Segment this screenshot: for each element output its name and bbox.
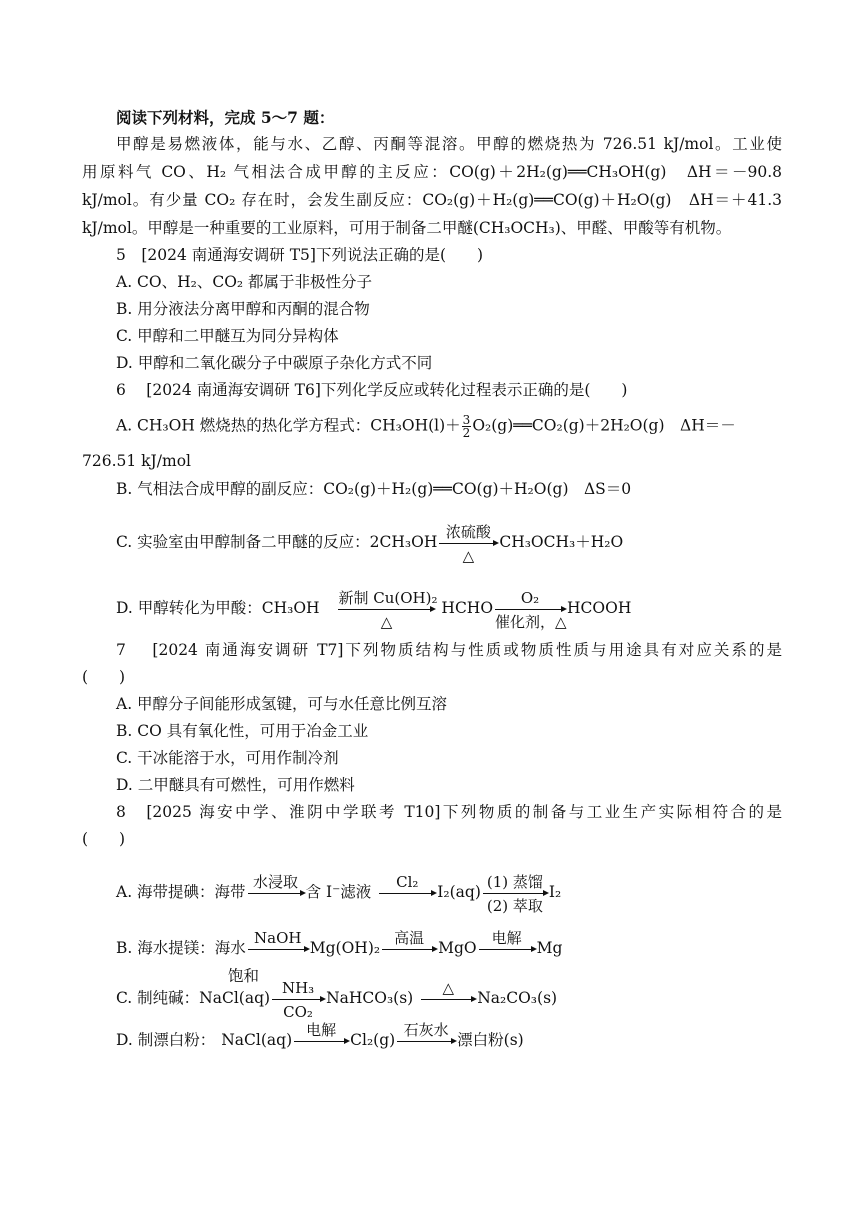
q8-option-c <box>116 978 782 1021</box>
arrow-condition-above: 电解 <box>306 1020 337 1039</box>
reaction-arrow <box>397 1020 455 1042</box>
q8-option-d <box>116 1020 782 1050</box>
q8-a-mid1: 含 I⁻滤液 <box>305 883 372 901</box>
q8-d-post: 漂白粉(s) <box>457 1031 524 1049</box>
reaction-arrow <box>248 872 304 894</box>
q6-option-c <box>116 522 782 565</box>
q5-stem: 5 [2024 南通海安调研 T5]下列说法正确的是( ) <box>116 246 484 264</box>
q8-option-a <box>116 872 782 915</box>
q6-stem: 6 [2024 南通海安调研 T6]下列化学反应或转化过程表示正确的是( ) <box>116 381 628 399</box>
arrow-condition-below: △ <box>462 546 475 565</box>
q8-b-mid2: MgO <box>438 939 477 957</box>
reaction-arrow <box>379 872 435 894</box>
q8-d-pre: D. 制漂白粉： <box>116 1031 216 1049</box>
reaction-arrow <box>495 588 567 631</box>
reaction-arrow <box>479 928 535 950</box>
q7-option-d: D. 二甲醚具有可燃性，可用作燃料 <box>116 776 355 794</box>
q6-d-post: HCOOH <box>567 599 632 617</box>
reaction-arrow <box>439 522 497 565</box>
reaction-arrow <box>248 928 308 950</box>
q8-stem: 8 [2025 海安中学、淮阴中学联考 T10]下列物质的制备与工业生产实际相符合的是 <box>116 803 782 821</box>
q6-a-pre: A. CH₃OH 燃烧热的热化学方程式：CH₃OH(l)＋ <box>116 416 461 435</box>
arrow-condition-below: (2) 萃取 <box>486 896 543 915</box>
reaction-arrow <box>338 588 438 631</box>
q8-c-top: 饱和 <box>228 967 260 985</box>
reaction-arrow <box>483 872 547 915</box>
arrow-condition-above: 新制 Cu(OH)₂ <box>338 588 438 607</box>
q8-b-post: Mg <box>536 939 563 957</box>
q6-c-post: CH₃OCH₃＋H₂O <box>499 533 624 551</box>
reaction-arrow <box>272 978 324 1021</box>
q8-d-reactant: NaCl(aq) <box>221 1031 293 1049</box>
arrow-condition-above: 浓硫酸 <box>445 522 491 541</box>
q8-option-b <box>116 928 782 958</box>
q6-a-post: O₂(g)══CO₂(g)＋2H₂O(g) ΔH＝－ <box>472 416 736 435</box>
material-paragraph-line-2: 用原料气 CO、H₂ 气相法合成甲醇的主反应：CO(g)＋2H₂(g)══CH₃OH(g) ΔH＝－90.8 <box>82 163 782 181</box>
fraction-numerator: 3 <box>462 413 471 427</box>
q8-a-mid2: I₂(aq) <box>437 883 481 901</box>
q6-option-b: B. 气相法合成甲醇的副反应：CO₂(g)＋H₂(g)══CO(g)＋H₂O(g) ΔS＝0 <box>116 480 632 498</box>
q6-d-mid: HCHO <box>441 599 494 617</box>
arrow-condition-above: △ <box>442 978 454 997</box>
q8-stem-continued: ( ) <box>82 830 126 848</box>
q7-option-a: A. 甲醇分子间能形成氢键，可与水任意比例互溶 <box>116 695 448 713</box>
q8-d-mid: Cl₂(g) <box>350 1031 396 1049</box>
material-paragraph-line-1: 甲醇是易燃液体，能与水、乙醇、丙酮等混溶。甲醇的燃烧热为 726.51 kJ/mol。工业使 <box>116 135 782 153</box>
q8-a-pre: A. 海带提碘：海带 <box>116 883 246 901</box>
arrow-condition-above: O₂ <box>520 588 540 607</box>
q6-option-a-continued: 726.51 kJ/mol <box>82 452 191 470</box>
q5-option-a: A. CO、H₂、CO₂ 都属于非极性分子 <box>116 273 373 291</box>
q5-option-b: B. 用分液法分离甲醇和丙酮的混合物 <box>116 300 370 318</box>
arrow-condition-below: △ <box>380 612 393 631</box>
material-paragraph-line-4: kJ/mol。甲醇是一种重要的工业原料，可用于制备二甲醚(CH₃OCH₃)、甲醛、甲酸等有机物。 <box>82 219 732 237</box>
arrow-condition-below: 催化剂，△ <box>495 612 567 631</box>
arrow-condition-above: NaOH <box>254 928 302 947</box>
arrow-condition-below: CO₂ <box>283 1002 313 1021</box>
q8-c-post: Na₂CO₃(s) <box>477 989 558 1007</box>
reaction-arrow <box>421 978 475 1000</box>
q5-option-d: D. 甲醇和二氧化碳分子中碳原子杂化方式不同 <box>116 354 433 372</box>
reaction-arrow <box>294 1020 348 1042</box>
q5-option-c: C. 甲醇和二甲醚互为同分异构体 <box>116 327 339 345</box>
q8-c-reactant: NaCl(aq) <box>199 989 271 1007</box>
q7-option-c: C. 干冰能溶于水，可用作制冷剂 <box>116 749 339 767</box>
material-heading: 阅读下列材料，完成 5～7 题： <box>116 108 335 127</box>
q8-a-post: I₂ <box>548 883 562 901</box>
arrow-condition-above: 高温 <box>394 928 425 947</box>
arrow-condition-above: (1) 蒸馏 <box>486 872 543 891</box>
q7-option-b: B. CO 具有氧化性，可用于冶金工业 <box>116 722 369 740</box>
q8-c-mid: NaHCO₃(s) <box>326 989 414 1007</box>
q8-b-mid1: Mg(OH)₂ <box>309 939 381 957</box>
q8-c-pre: C. 制纯碱： <box>116 989 200 1007</box>
fraction-three-halves <box>462 414 472 439</box>
fraction-denominator: 2 <box>462 426 471 440</box>
q6-d-pre: D. 甲醇转化为甲酸：CH₃OH <box>116 599 320 617</box>
arrow-condition-above: 水浸取 <box>253 872 299 891</box>
q8-b-pre: B. 海水提镁：海水 <box>116 939 246 957</box>
q7-stem-continued: ( ) <box>82 668 126 686</box>
arrow-condition-above: NH₃ <box>281 978 315 997</box>
arrow-condition-above: 电解 <box>491 928 522 947</box>
q6-option-a <box>116 414 782 439</box>
arrow-condition-above: Cl₂ <box>396 872 419 891</box>
material-paragraph-line-3: kJ/mol。有少量 CO₂ 存在时，会发生副反应：CO₂(g)＋H₂(g)══CO(g)＋H₂O(g) ΔH＝＋41.3 <box>82 191 782 209</box>
q7-stem: 7 [2024 南通海安调研 T7]下列物质结构与性质或物质性质与用途具有对应关系的是 <box>116 641 782 659</box>
arrow-condition-above: 石灰水 <box>403 1020 449 1039</box>
q6-c-pre: C. 实验室由甲醇制备二甲醚的反应：2CH₃OH <box>116 533 438 551</box>
q6-option-d <box>116 588 782 631</box>
reaction-arrow <box>382 928 436 950</box>
